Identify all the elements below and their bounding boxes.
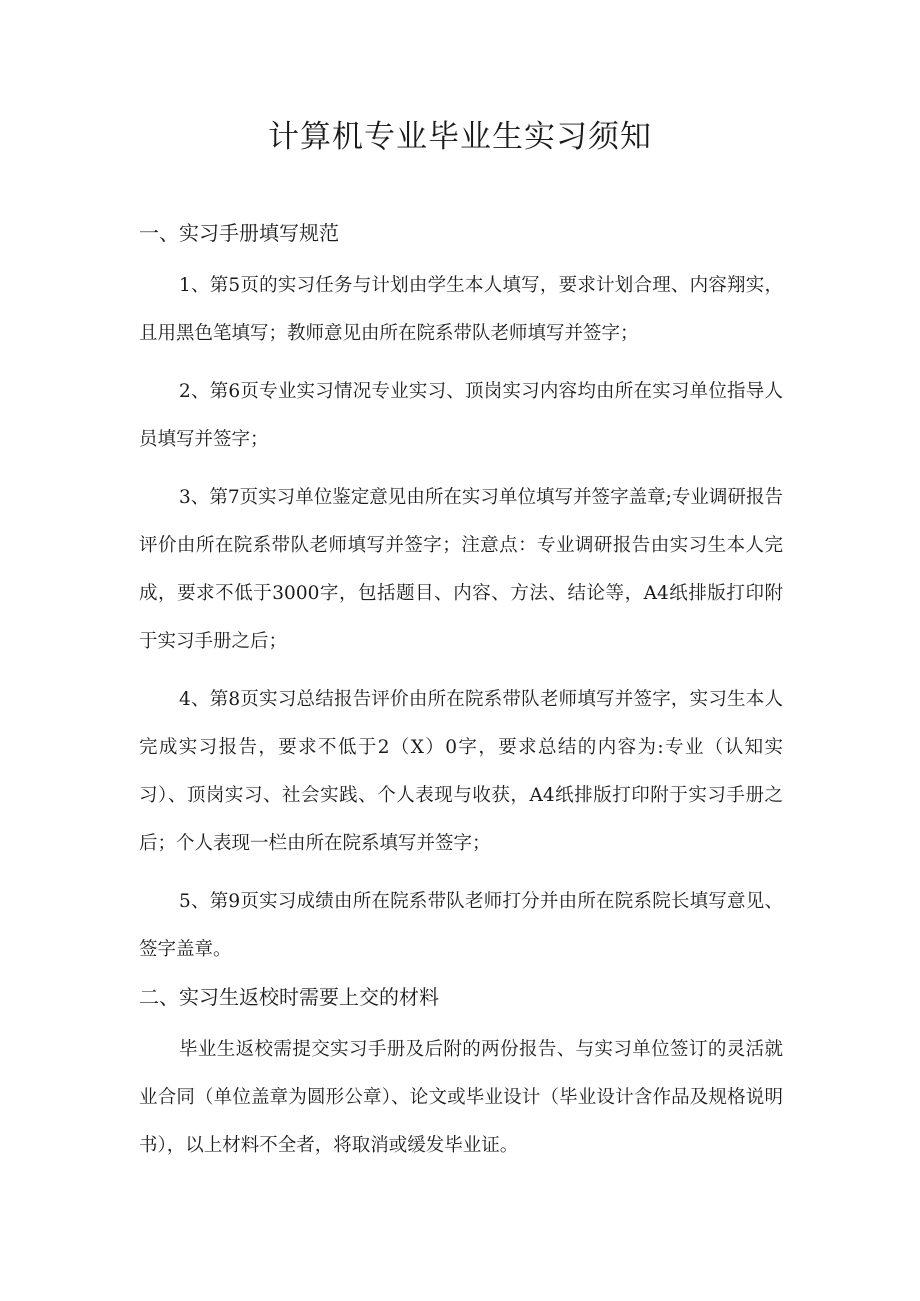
paragraph: 4、第8页实习总结报告评价由所在院系带队老师填写并签字，实习生本人完成实习报告，要求不低于2（X）0字，要求总结的内容为:专业（认知实习）、顶岗实习、社会实践、个人表现与收获，A4纸排版打印附于实习手册之后；个人表现一栏由所在院系填写并签字； xyxy=(139,689,783,854)
paragraph: 毕业生返校需提交实习手册及后附的两份报告、与实习单位签订的灵活就业合同（单位盖章为圆形公章）、论文或毕业设计（毕业设计含作品及规格说明书），以上材料不全者，将取消或缓发毕业证。 xyxy=(139,1039,783,1156)
paragraph: 2、第6页专业实习情况专业实习、顶岗实习内容均由所在实习单位指导人员填写并签字； xyxy=(139,381,783,450)
paragraph: 1、第5页的实习任务与计划由学生本人填写，要求计划合理、内容翔实，且用黑色笔填写；教师意见由所在院系带队老师填写并签字； xyxy=(139,275,783,344)
section-filling-rules xyxy=(139,214,783,974)
section-heading: 二、实习生返校时需要上交的材料 xyxy=(139,985,439,1009)
section-heading: 一、实习手册填写规范 xyxy=(139,221,339,245)
document-body xyxy=(139,214,783,1180)
section-return-materials xyxy=(139,978,783,1170)
paragraph: 5、第9页实习成绩由所在院系带队老师打分并由所在院系院长填写意见、签字盖章。 xyxy=(139,891,783,960)
document-title: 计算机专业毕业生实习须知 xyxy=(268,119,652,155)
paragraph: 3、第7页实习单位鉴定意见由所在实习单位填写并签字盖章;专业调研报告评价由所在院系带队老师填写并签字；注意点：专业调研报告由实习生本人完成，要求不低于3000字，包括题目、内容、方法、结论等，A4纸排版打印附于实习手册之后； xyxy=(139,487,783,652)
